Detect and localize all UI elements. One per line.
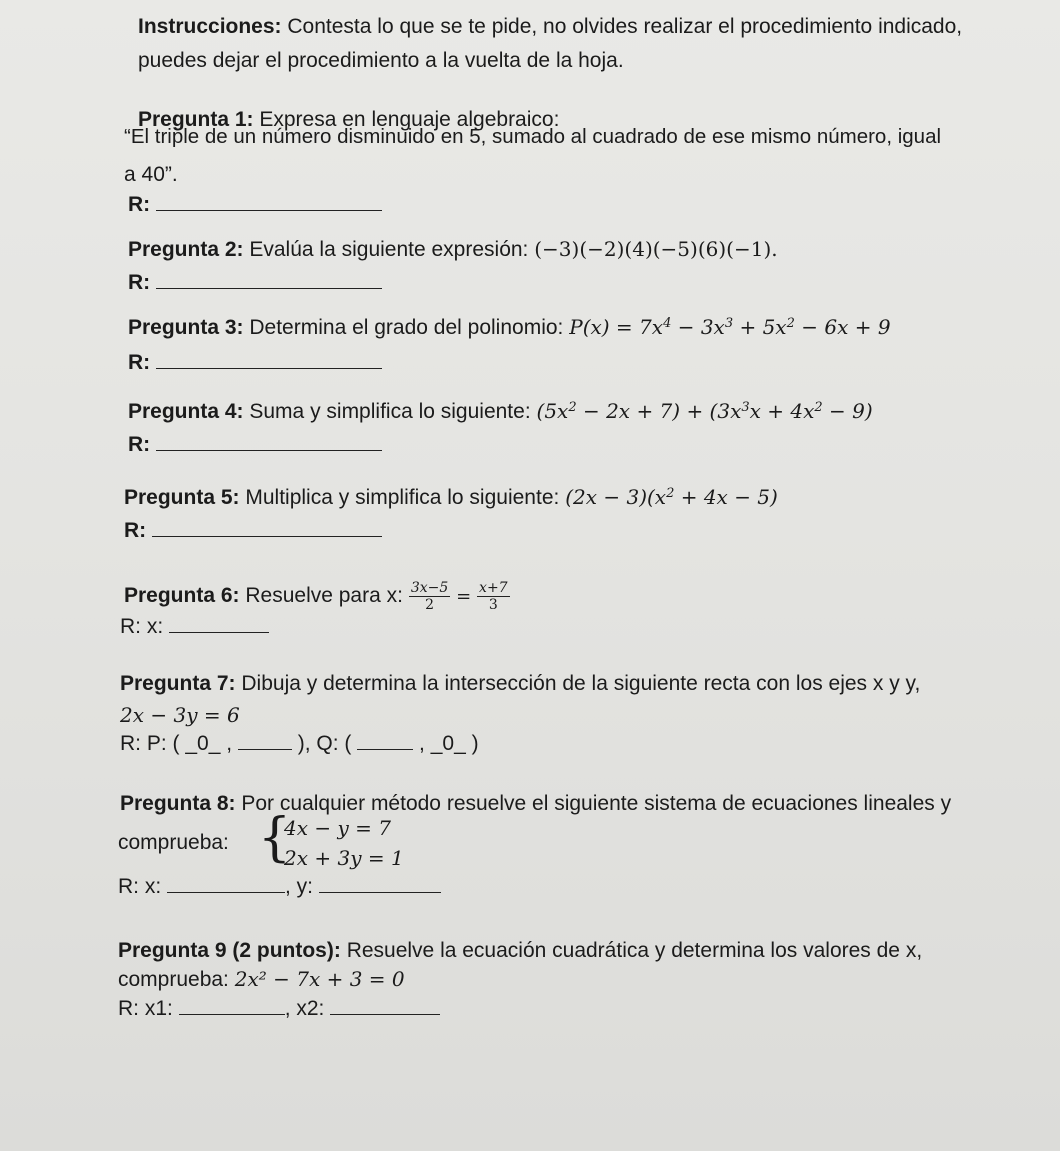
q3-text: Determina el grado del polinomio: <box>249 316 564 339</box>
q3-polynomial: $P(x) = 7x^4 - 3x^3 + 5x^2 - 6x + 9$ <box>569 315 891 339</box>
q1-answer <box>128 192 382 218</box>
q6-equals: = <box>456 586 472 608</box>
q1-quote-line-2: a 40”. <box>124 163 178 186</box>
q9-answer-x1-label: R: x1: <box>118 997 173 1020</box>
q7-answer-q-blank[interactable] <box>357 731 413 750</box>
q9-check: comprueba: <box>118 968 229 991</box>
q5-label: Pregunta 5: <box>124 486 240 509</box>
q9-label: Pregunta 9 (2 puntos): <box>118 939 341 962</box>
q8-line <box>120 791 951 817</box>
q4-expression: $(5x^2 - 2x + 7) + (3x^3x + 4x^2 - 9)$ <box>536 399 873 423</box>
q2-text: Evalúa la siguiente expresión: <box>249 238 529 261</box>
q6-answer-blank[interactable] <box>169 614 269 633</box>
q8-answer-x-label: R: x: <box>118 875 162 898</box>
q3-answer <box>128 350 382 376</box>
q7-answer-mid: ), Q: ( <box>291 732 358 755</box>
q2-expression: (−3)(−2)(4)(−5)(6)(−1). <box>534 237 778 261</box>
q5-answer-label: R: <box>124 519 147 542</box>
q9-equation: 2x² − 7x + 3 = 0 <box>234 967 405 991</box>
q8-text: Por cualquier método resuelve el siguiente sistema de ecuaciones lineales y <box>241 792 952 815</box>
q1-quote-line-1: “El triple de un número disminuido en 5, sumado al cuadrado de ese mismo número, igual <box>124 125 942 148</box>
q4-answer-blank[interactable] <box>156 432 382 451</box>
q5-expression: $(2x - 3)(x^2 + 4x - 5)$ <box>565 485 778 509</box>
q2-answer-blank[interactable] <box>156 270 382 289</box>
q7-equation: 2x − 3y = 6 <box>120 703 240 727</box>
q6-answer <box>120 614 269 640</box>
q9-text: Resuelve la ecuación cuadrática y determina los valores de x, <box>346 939 923 962</box>
q9-answer <box>118 996 440 1022</box>
q3-label: Pregunta 3: <box>128 316 244 339</box>
q7-answer-p: R: P: ( _0_ , <box>120 732 238 755</box>
q1-answer-label: R: <box>128 193 151 216</box>
q2-label: Pregunta 2: <box>128 238 244 261</box>
q4-line <box>128 398 873 425</box>
q9-check-line <box>118 966 405 993</box>
q6-frac1-num: 3x−5 <box>410 580 449 596</box>
q3-poly-prefix: P(x) = 7x <box>569 315 664 339</box>
q6-fraction-right <box>477 580 510 613</box>
q1-text: Expresa en lenguaje algebraico: <box>259 108 560 131</box>
q6-frac1-den: 2 <box>425 597 434 613</box>
q6-fraction-left <box>409 580 450 613</box>
q2-line <box>128 236 778 263</box>
q3-answer-label: R: <box>128 351 151 374</box>
instructions-text-1: Contesta lo que se te pide, no olvides realizar el procedimiento indicado, <box>287 15 963 38</box>
q6-line <box>124 580 510 613</box>
q9-answer-x2-blank[interactable] <box>330 996 440 1015</box>
q8-label: Pregunta 8: <box>120 792 236 815</box>
q8-answer-y-blank[interactable] <box>319 874 441 893</box>
q1-answer-blank[interactable] <box>156 192 382 211</box>
q5-text: Multiplica y simplifica lo siguiente: <box>245 486 560 509</box>
q8-equation-1: 4x − y = 7 <box>284 816 391 840</box>
q7-text: Dibuja y determina la intersección de la siguiente recta con los ejes x y y, <box>241 672 921 695</box>
instructions-line-2: puedes dejar el procedimiento a la vuelta de la hoja. <box>138 49 624 72</box>
instructions-label: Instrucciones: <box>138 15 282 38</box>
q1-label: Pregunta 1: <box>138 108 254 131</box>
q4-answer <box>128 432 382 458</box>
q4-answer-label: R: <box>128 433 151 456</box>
q6-frac2-den: 3 <box>488 597 498 613</box>
q6-text: Resuelve para x: <box>245 584 403 608</box>
q8-equation-2: 2x + 3y = 1 <box>284 846 404 870</box>
q9-answer-x1-blank[interactable] <box>179 996 285 1015</box>
q7-answer-end: , _0_ ) <box>413 732 479 755</box>
q2-answer-label: R: <box>128 271 151 294</box>
q7-answer-p-blank[interactable] <box>238 731 292 750</box>
q3-answer-blank[interactable] <box>156 350 382 369</box>
q6-frac2-num: x+7 <box>479 580 508 596</box>
q4-text: Suma y simplifica lo siguiente: <box>249 400 531 423</box>
q5-answer <box>124 518 382 544</box>
instructions-line-1 <box>138 14 962 40</box>
q8-system-brace: { <box>258 808 292 868</box>
q6-answer-label: R: x: <box>120 615 164 638</box>
q7-line <box>120 671 920 697</box>
q5-line <box>124 484 778 511</box>
q7-answer <box>120 731 479 757</box>
q3-line <box>128 314 891 341</box>
q9-line <box>118 938 922 964</box>
q6-label: Pregunta 6: <box>124 584 240 608</box>
q5-answer-blank[interactable] <box>152 518 382 537</box>
q7-label: Pregunta 7: <box>120 672 236 695</box>
q4-label: Pregunta 4: <box>128 400 244 423</box>
q8-answer-y-label: , y: <box>285 875 314 898</box>
q9-answer-x2-label: , x2: <box>284 997 325 1020</box>
q8-answer <box>118 874 441 900</box>
q8-check: comprueba: <box>118 831 229 854</box>
q8-answer-x-blank[interactable] <box>167 874 285 893</box>
q2-answer <box>128 270 382 296</box>
